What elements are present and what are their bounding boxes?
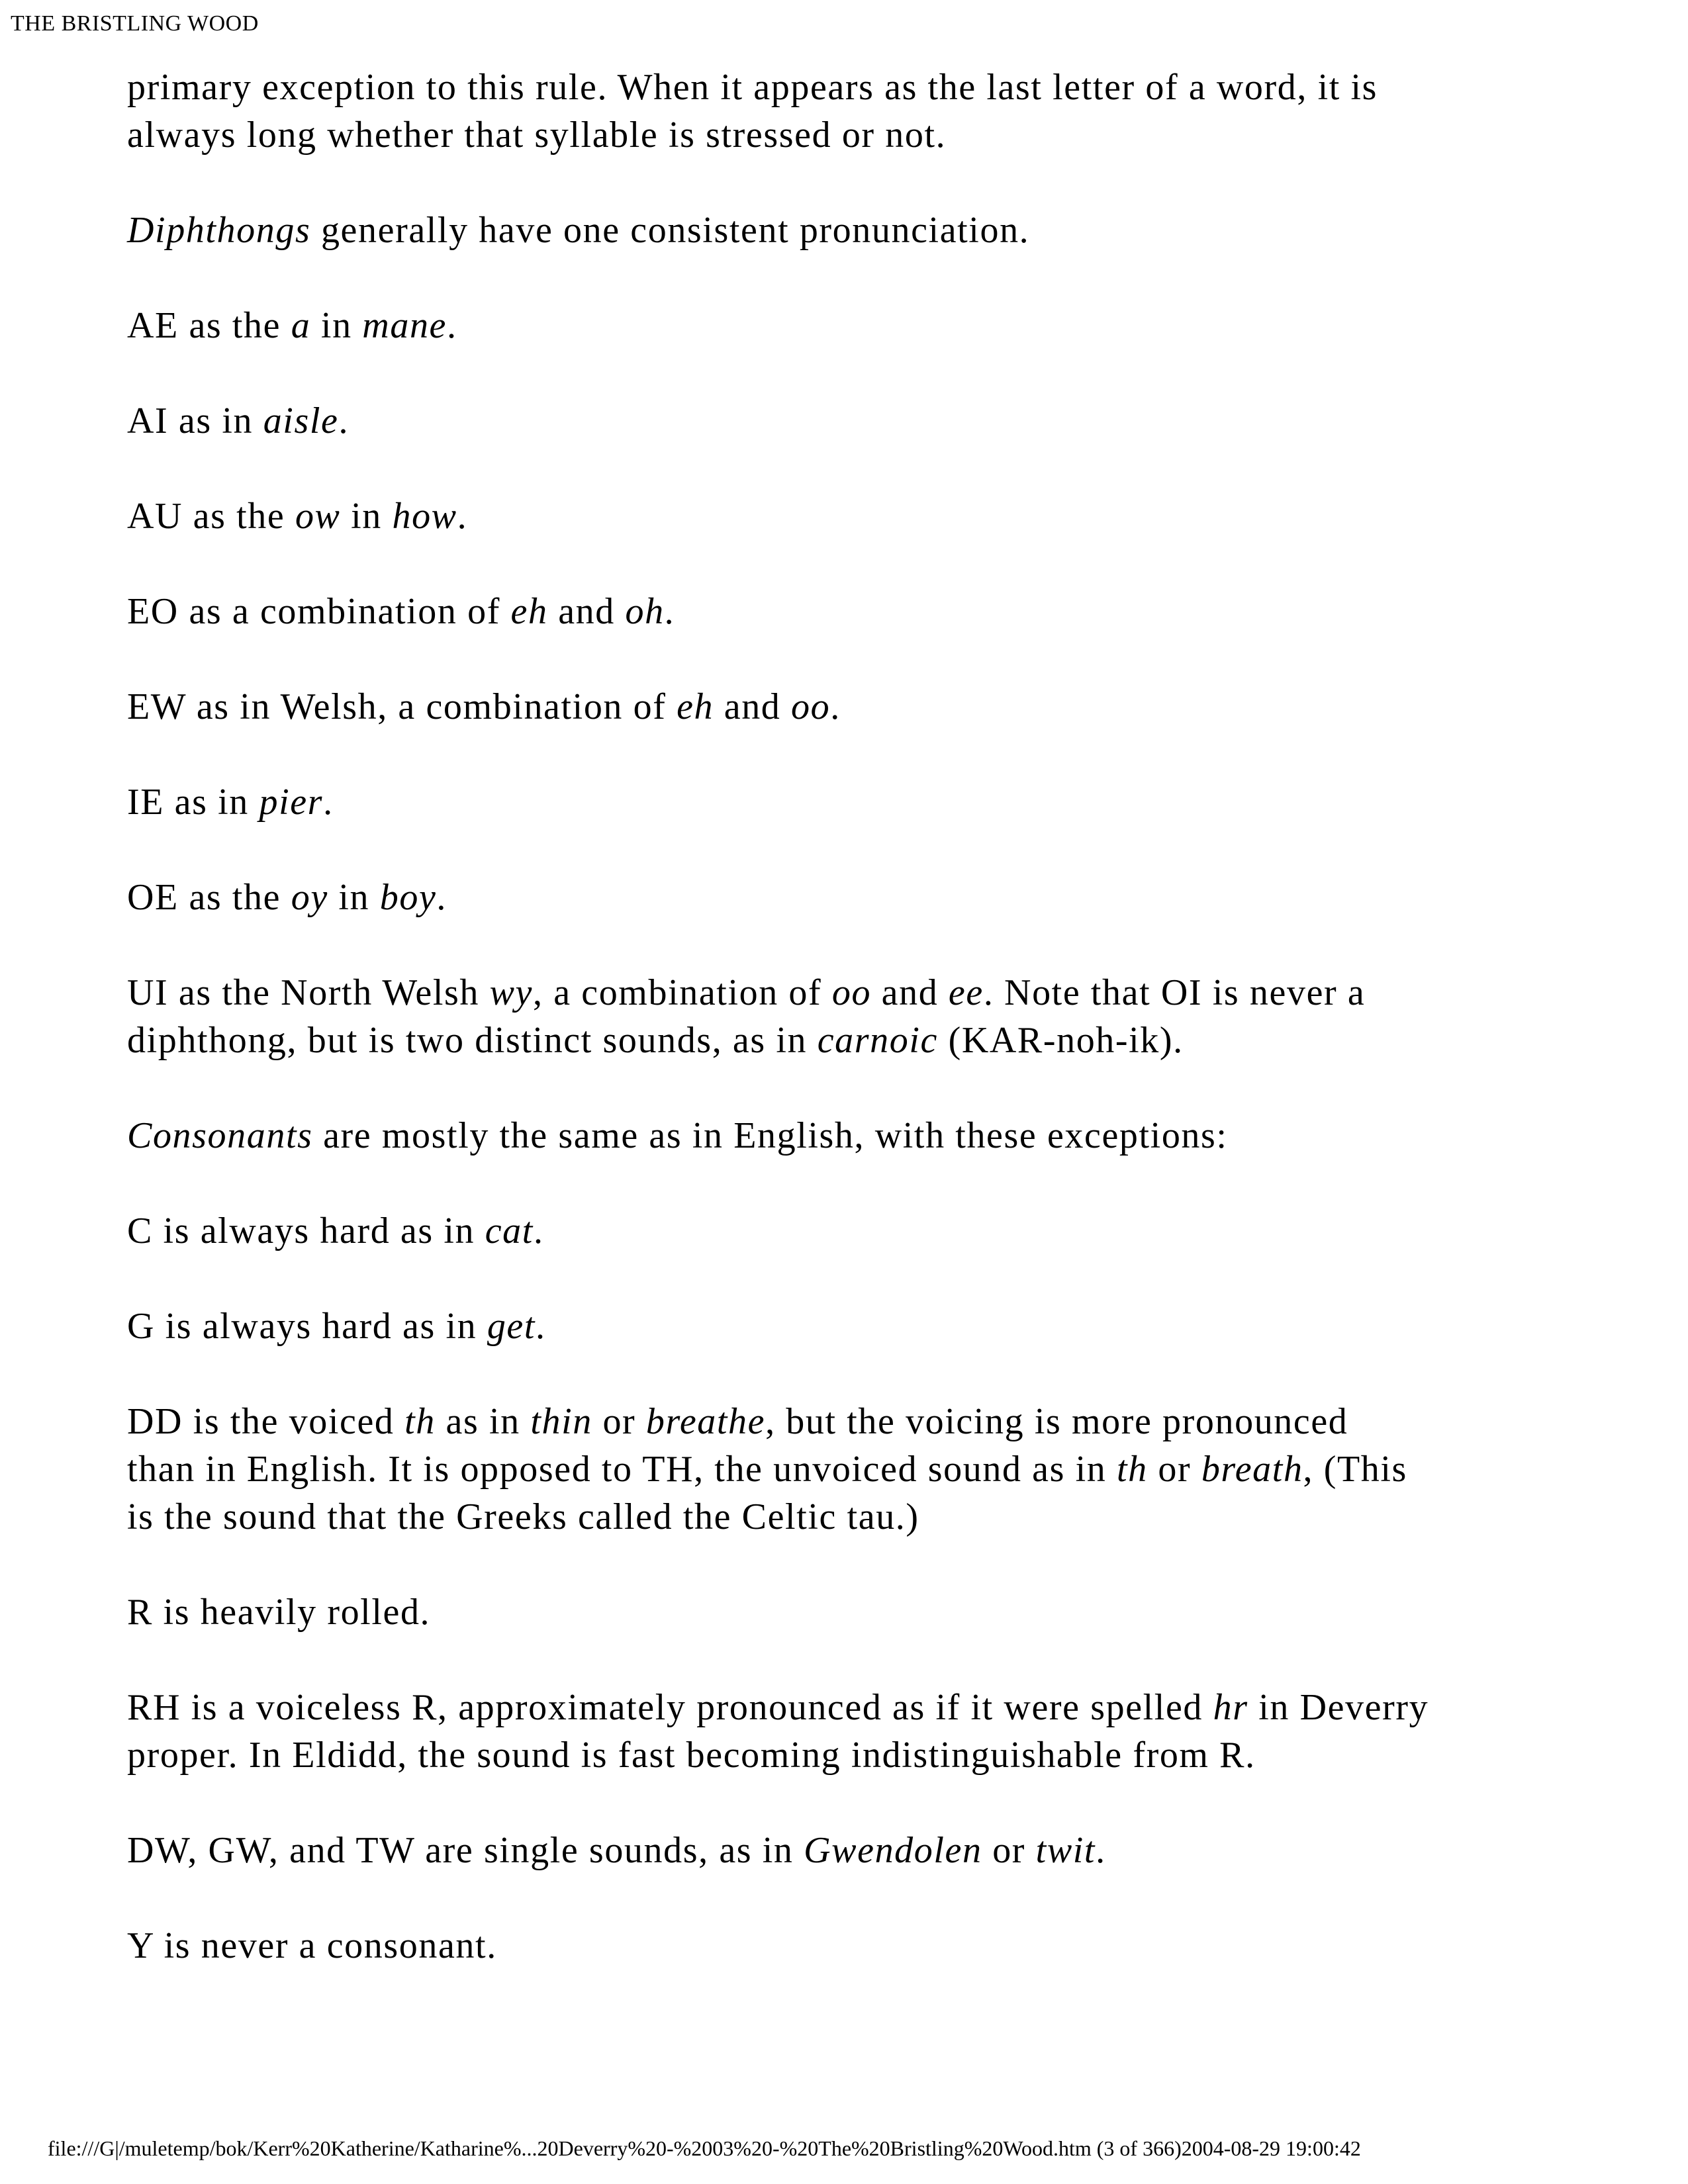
text: as in xyxy=(435,1401,531,1442)
text: , but the voicing is more pronounced xyxy=(765,1401,1348,1442)
paragraph-ie xyxy=(127,778,1583,826)
text: or xyxy=(1147,1449,1201,1490)
paragraph-vowel-exception xyxy=(127,64,1583,159)
text: and xyxy=(547,591,626,632)
example: ee xyxy=(948,972,984,1013)
text: G is always hard as in xyxy=(127,1306,487,1347)
example: how xyxy=(392,496,457,537)
example: oo xyxy=(831,972,872,1013)
text: in xyxy=(310,305,363,346)
text: are mostly the same as in English, with these exceptions: xyxy=(312,1115,1228,1156)
example: th xyxy=(404,1401,436,1442)
text: in Deverry xyxy=(1248,1687,1429,1728)
text: , (This xyxy=(1303,1449,1407,1490)
example: get xyxy=(487,1306,536,1347)
paragraph-dd xyxy=(127,1398,1583,1541)
page-header-title: THE BRISTLING WOOD xyxy=(11,11,259,36)
text: . xyxy=(536,1306,546,1347)
paragraph-y xyxy=(127,1922,1583,1970)
example: oo xyxy=(791,686,831,727)
text: in xyxy=(328,877,380,918)
text: generally have one consistent pronunciation. xyxy=(310,210,1030,251)
text: is the sound that the Greeks called the Celtic tau.) xyxy=(127,1496,919,1537)
text-line: always long whether that syllable is stressed or not. xyxy=(127,114,947,156)
paragraph-eo xyxy=(127,588,1583,635)
paragraph-c xyxy=(127,1207,1583,1255)
text: proper. In Eldidd, the sound is fast becoming indistinguishable from R. xyxy=(127,1735,1256,1776)
paragraph-ai xyxy=(127,397,1583,445)
paragraph-oe xyxy=(127,874,1583,921)
page-footer-url: file:///G|/muletemp/bok/Kerr%20Katherine/Katharine%...20Deverry%20-%2003%20-%20The%20Bristling%20Wood.htm (3 of 366)2004-08-29 19:00:42 xyxy=(48,2136,1361,2160)
text: , a combination of xyxy=(533,972,832,1013)
text: . xyxy=(533,1210,544,1251)
example: hr xyxy=(1213,1687,1248,1728)
example: oy xyxy=(291,877,328,918)
paragraph-g xyxy=(127,1302,1583,1350)
text: . xyxy=(323,782,334,823)
text: diphthong, but is two distinct sounds, as in xyxy=(127,1020,818,1061)
term-consonants: Consonants xyxy=(127,1115,313,1156)
text: . xyxy=(457,496,468,537)
paragraph-r xyxy=(127,1588,1583,1636)
text: and xyxy=(871,972,949,1013)
text: and xyxy=(714,686,791,727)
text: or xyxy=(592,1401,646,1442)
paragraph-ew xyxy=(127,683,1583,731)
text: AE as the xyxy=(127,305,291,346)
text: or xyxy=(982,1830,1036,1871)
example: mane xyxy=(362,305,447,346)
document-body xyxy=(127,64,1583,1970)
paragraph-ae xyxy=(127,302,1583,349)
text: C is always hard as in xyxy=(127,1210,485,1251)
example: thin xyxy=(530,1401,592,1442)
text: . xyxy=(338,400,350,441)
example: carnoic xyxy=(817,1020,938,1061)
paragraph-diphthongs-intro xyxy=(127,206,1583,254)
text: DD is the voiced xyxy=(127,1401,405,1442)
text: (KAR-noh-ik). xyxy=(937,1020,1184,1061)
example: cat xyxy=(485,1210,534,1251)
example: pier xyxy=(259,782,324,823)
paragraph-consonants-intro xyxy=(127,1112,1583,1160)
text: RH is a voiceless R, approximately pronounced as if it were spelled xyxy=(127,1687,1213,1728)
example: eh xyxy=(677,686,714,727)
example: breath xyxy=(1201,1449,1303,1490)
text: . xyxy=(447,305,457,346)
text-line: primary exception to this rule. When it appears as the last letter of a word, it is xyxy=(127,67,1378,108)
text: . xyxy=(1096,1830,1106,1871)
paragraph-ui xyxy=(127,969,1583,1064)
text: than in English. It is opposed to TH, the unvoiced sound as in xyxy=(127,1449,1117,1490)
example: a xyxy=(291,305,311,346)
text: UI as the North Welsh xyxy=(127,972,490,1013)
example: breathe xyxy=(645,1401,766,1442)
text: . Note that OI is never a xyxy=(983,972,1366,1013)
example: wy xyxy=(489,972,533,1013)
text: OE as the xyxy=(127,877,291,918)
text: EW as in Welsh, a combination of xyxy=(127,686,677,727)
text: R is heavily rolled. xyxy=(127,1592,431,1633)
example: ow xyxy=(295,496,341,537)
text: . xyxy=(664,591,675,632)
text: DW, GW, and TW are single sounds, as in xyxy=(127,1830,804,1871)
text: EO as a combination of xyxy=(127,591,511,632)
example: Gwendolen xyxy=(804,1830,982,1871)
term-diphthongs: Diphthongs xyxy=(127,210,311,251)
text: AU as the xyxy=(127,496,295,537)
text: Y is never a consonant. xyxy=(127,1925,497,1966)
text: . xyxy=(830,686,841,727)
example: oh xyxy=(625,591,665,632)
example: boy xyxy=(379,877,437,918)
paragraph-au xyxy=(127,492,1583,540)
example: th xyxy=(1116,1449,1148,1490)
example: eh xyxy=(510,591,548,632)
text: IE as in xyxy=(127,782,259,823)
paragraph-rh xyxy=(127,1684,1583,1779)
text: in xyxy=(340,496,393,537)
paragraph-dw-gw-tw xyxy=(127,1827,1583,1874)
example: twit xyxy=(1035,1830,1096,1871)
text: . xyxy=(436,877,447,918)
example: aisle xyxy=(263,400,339,441)
text: AI as in xyxy=(127,400,263,441)
